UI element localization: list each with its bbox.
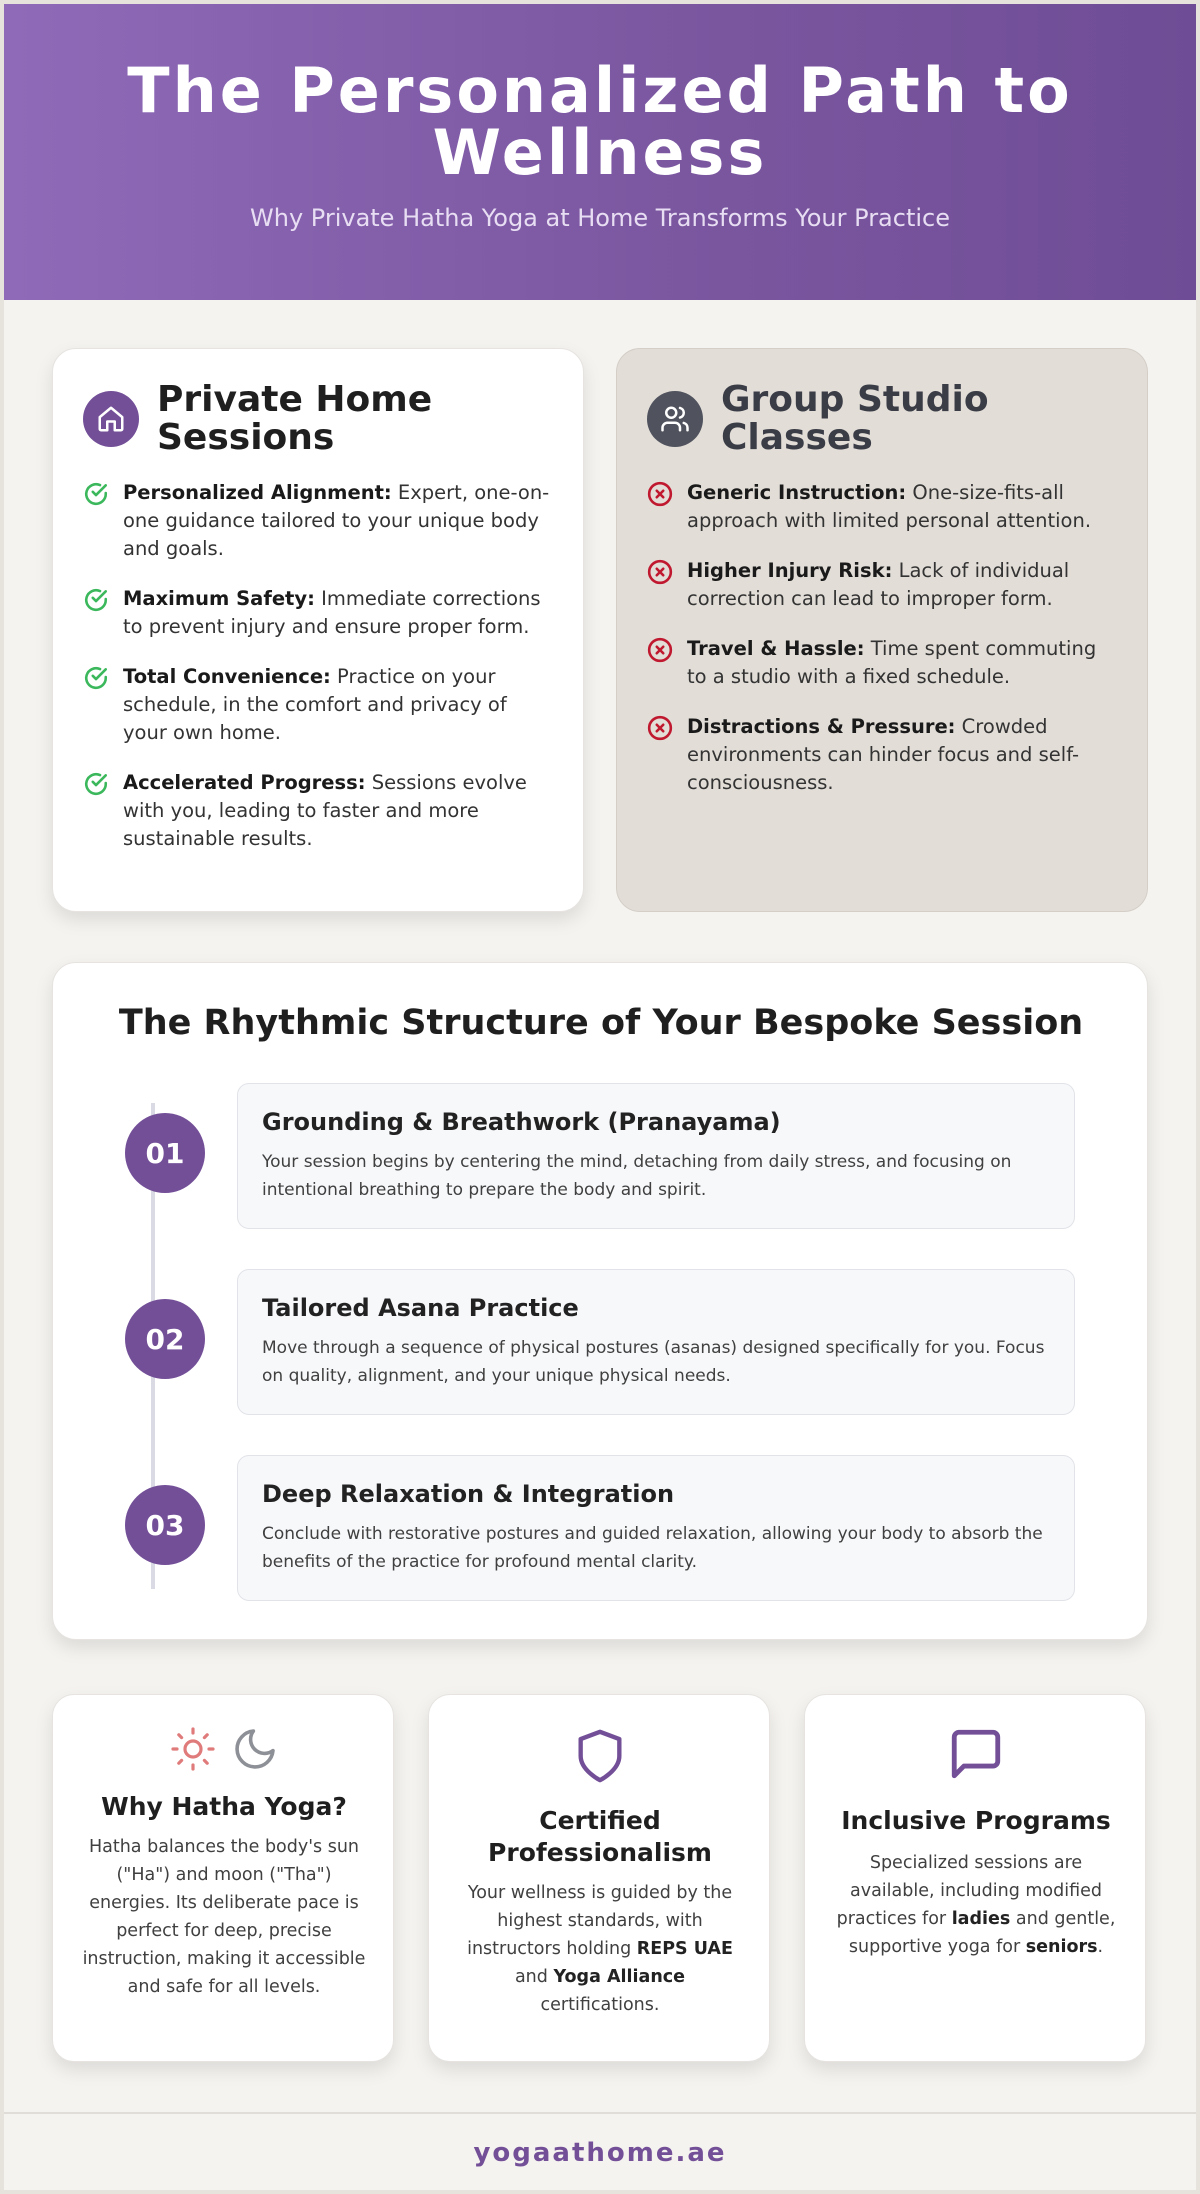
- seniors-highlight: seniors: [1025, 1937, 1098, 1957]
- certified-title: Certified Professionalism: [488, 1806, 712, 1867]
- drawback-label: Distractions & Pressure:: [687, 715, 956, 738]
- moon-icon: [231, 1725, 279, 1773]
- group-card-header: [647, 381, 1117, 457]
- inclusive-text-part: and gentle, supportive yoga for: [848, 1909, 1116, 1957]
- check-circle-icon: [83, 771, 109, 797]
- feature-label: Maximum Safety:: [123, 587, 315, 610]
- step-number-badge: 01: [125, 1113, 205, 1193]
- footer: [4, 2112, 1196, 2190]
- drawback-label: Travel & Hassle:: [687, 637, 865, 660]
- feature-text: Sessions evolve with you, leading to faster and more sustainable results.: [123, 771, 527, 850]
- x-circle-icon: [647, 559, 673, 585]
- group-drawback-item: [647, 713, 1117, 797]
- drawback-text: Time spent commuting to a studio with a fixed schedule.: [687, 637, 1097, 688]
- certified-text-part: Your wellness is guided by the highest standards, with instructors holding: [467, 1883, 733, 1959]
- step-title: Tailored Asana Practice: [262, 1294, 579, 1322]
- private-sessions-card: [52, 348, 584, 912]
- private-feature-item: [83, 769, 553, 853]
- group-drawback-item: [647, 479, 1117, 535]
- footer-site-link[interactable]: yogaathome.ae: [473, 2138, 727, 2168]
- inclusive-text: [833, 1849, 1119, 1961]
- certified-text-part: certifications.: [540, 1995, 660, 2015]
- reps-uae-highlight: REPS UAE: [636, 1939, 733, 1959]
- private-feature-item: [83, 585, 553, 641]
- group-classes-card: [616, 348, 1148, 912]
- drawback-text: One-size-fits-all approach with limited personal attention.: [687, 481, 1092, 532]
- certified-text: [457, 1879, 743, 2019]
- sun-icon: [169, 1725, 217, 1773]
- inclusive-text-part: Specialized sessions are available, including modified practices for: [836, 1853, 1102, 1929]
- yoga-alliance-highlight: Yoga Alliance: [553, 1967, 686, 1987]
- page-title: The Personalized Path to Wellness: [127, 54, 1073, 189]
- check-circle-icon: [83, 587, 109, 613]
- private-card-header: [83, 381, 553, 457]
- inclusive-text-part: .: [1097, 1937, 1104, 1957]
- feature-text: Practice on your schedule, in the comfort and privacy of your own home.: [123, 665, 507, 744]
- step-number-badge: 03: [125, 1485, 205, 1565]
- certified-text-part: and: [514, 1967, 554, 1987]
- step-number-badge: 02: [125, 1299, 205, 1379]
- drawback-text: Lack of individual correction can lead to improper form.: [687, 559, 1070, 610]
- check-circle-icon: [83, 665, 109, 691]
- infographic-page: [4, 4, 1196, 2190]
- x-circle-icon: [647, 637, 673, 663]
- check-circle-icon: [83, 481, 109, 507]
- users-icon: [647, 391, 703, 447]
- step-card: [237, 1269, 1075, 1415]
- feature-text: Expert, one-on-one guidance tailored to your unique body and goals.: [123, 481, 550, 560]
- structure-title: The Rhythmic Structure of Your Bespoke Session: [118, 1003, 1084, 1043]
- step-card: [237, 1083, 1075, 1229]
- x-circle-icon: [647, 715, 673, 741]
- step-card: [237, 1455, 1075, 1601]
- group-card-title: Group Studio Classes: [721, 379, 989, 458]
- ladies-highlight: ladies: [951, 1909, 1011, 1929]
- home-icon: [83, 391, 139, 447]
- inclusive-card: [804, 1694, 1146, 2062]
- shield-icon: [571, 1725, 629, 1787]
- private-feature-item: [83, 479, 553, 563]
- drawback-text: Crowded environments can hinder focus and self-consciousness.: [687, 715, 1080, 794]
- inclusive-title: Inclusive Programs: [841, 1806, 1111, 1835]
- group-drawback-item: [647, 635, 1117, 691]
- x-circle-icon: [647, 481, 673, 507]
- step-description: Move through a sequence of physical postures (asanas) designed specifically for you. Focus on quality, alignment, and your unique physical needs.: [262, 1338, 1045, 1386]
- hero-header: [4, 4, 1196, 300]
- private-feature-item: [83, 663, 553, 747]
- feature-label: Total Convenience:: [123, 665, 331, 688]
- session-structure-section: [52, 962, 1148, 1640]
- message-square-icon: [947, 1725, 1005, 1783]
- hatha-title: Why Hatha Yoga?: [101, 1792, 347, 1821]
- feature-label: Personalized Alignment:: [123, 481, 392, 504]
- hatha-card: [52, 1694, 394, 2062]
- hatha-text: Hatha balances the body's sun ("Ha") and moon ("Tha") energies. Its deliberate pace is perfect for deep, precise instruction, making it accessible and safe for all levels.: [82, 1837, 366, 1997]
- step-description: Conclude with restorative postures and guided relaxation, allowing your body to absorb the benefits of the practice for profound mental clarity.: [262, 1524, 1043, 1572]
- certified-card: [428, 1694, 770, 2062]
- step-description: Your session begins by centering the mind, detaching from daily stress, and focusing on intentional breathing to prepare the body and spirit.: [262, 1152, 1012, 1200]
- private-card-title: Private Home Sessions: [157, 379, 433, 458]
- step-title: Deep Relaxation & Integration: [262, 1480, 675, 1508]
- page-subtitle: Why Private Hatha Yoga at Home Transforms Your Practice: [250, 204, 950, 232]
- step-title: Grounding & Breathwork (Pranayama): [262, 1108, 781, 1136]
- group-drawback-item: [647, 557, 1117, 613]
- drawback-label: Higher Injury Risk:: [687, 559, 893, 582]
- feature-text: Immediate corrections to prevent injury and ensure proper form.: [123, 587, 541, 638]
- drawback-label: Generic Instruction:: [687, 481, 907, 504]
- feature-label: Accelerated Progress:: [123, 771, 366, 794]
